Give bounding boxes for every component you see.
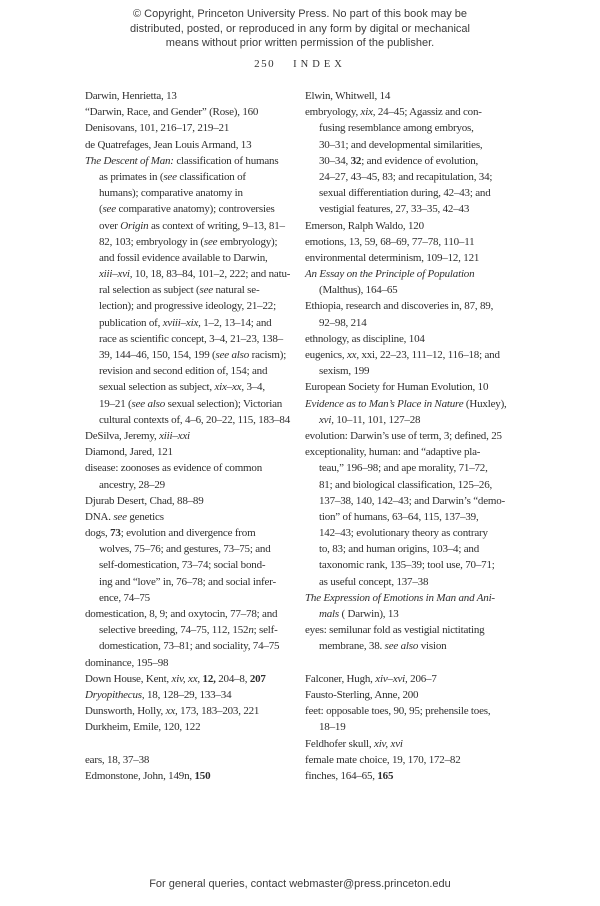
index-entry-line: wolves, 75–76; and gestures, 73–75; and <box>99 543 271 556</box>
copyright-line-2: distributed, posted, or reproduced in any form by digital or mechanical <box>130 22 470 35</box>
index-entry-line: xiii–xvi, 10, 18, 83–84, 101–2, 222; and natu- <box>99 268 291 281</box>
index-entry-line: 30–34, 32; and evidence of evolution, <box>319 154 479 167</box>
index-entry-line: mals ( Darwin), 13 <box>319 608 399 620</box>
copyright-notice <box>0 7 600 51</box>
copyright-line-1: © Copyright, Princeton University Press. No part of this book may be <box>133 8 467 20</box>
index-entry-line: (Malthus), 164–65 <box>319 284 398 297</box>
index-entry-line: Dunsworth, Holly, xx, 173, 183–203, 221 <box>85 705 260 718</box>
index-entry-line: self-domestication, 73–74; social bond- <box>99 559 266 572</box>
index-entry-line: revision and second edition of, 154; and <box>99 365 268 378</box>
index-entry-line: environmental determinism, 109–12, 121 <box>305 251 480 264</box>
index-entry-line: Darwin, Henrietta, 13 <box>85 90 177 102</box>
index-entry-line <box>305 655 517 671</box>
index-entry-line: 39, 144–46, 150, 154, 199 (see also racism); <box>99 349 287 361</box>
index-entry-line: cultural contexts of, 4–6, 20–22, 115, 183–84 <box>99 413 291 426</box>
index-entry-line: as useful concept, 137–38 <box>319 575 429 588</box>
index-entry-line: “Darwin, Race, and Gender” (Rose), 160 <box>85 106 259 119</box>
index-entry-line: feet: opposable toes, 90, 95; prehensile toes, <box>305 705 491 718</box>
index-entry-line: 18–19 <box>319 721 346 734</box>
index-entry-line: 92–98, 214 <box>319 316 367 329</box>
index-entry-line: ancestry, 28–29 <box>99 478 165 491</box>
index-entry-line: tion” of humans, 63–64, 115, 137–39, <box>319 510 479 523</box>
index-entry-line: 82, 103; embryology in (see embryology); <box>99 235 278 248</box>
index-entry-line: taxonomic rank, 135–39; tool use, 70–71; <box>319 559 495 572</box>
index-entry-line: Ethiopia, research and discoveries in, 87, 89, <box>305 300 494 313</box>
index-entry-line: 30–31; and developmental similarities, <box>319 138 483 151</box>
index-entry-line: The Descent of Man: classification of humans <box>85 154 279 167</box>
index-entry-line: dogs, 73; evolution and divergence from <box>85 527 256 540</box>
index-entry-line: and fossil evidence available to Darwin, <box>99 251 268 264</box>
index-entry-line: Dryopithecus, 18, 128–29, 133–34 <box>85 688 232 701</box>
index-entry-line: Emerson, Ralph Waldo, 120 <box>305 219 424 232</box>
index-entry-line: race as scientific concept, 3–4, 21–23, 138– <box>99 332 283 345</box>
index-entry-line: Fausto-Sterling, Anne, 200 <box>305 688 419 701</box>
index-entry-line: lection); and progressive ideology, 21–22; <box>99 300 276 313</box>
footer-queries-note: For general queries, contact webmaster@press.princeton.edu <box>149 878 451 890</box>
index-entry-line: to, 83; and human origins, 103–4; and <box>319 543 480 556</box>
index-entry-line: ears, 18, 37–38 <box>85 753 150 766</box>
index-entry-line: Durkheim, Emile, 120, 122 <box>85 721 201 734</box>
index-entry-line: Djurab Desert, Chad, 88–89 <box>85 494 204 507</box>
index-entry-line: sexism, 199 <box>319 365 370 378</box>
index-entry-line: ral selection as subject (see natural se- <box>99 284 260 297</box>
index-entry-line: ethnology, as discipline, 104 <box>305 332 425 345</box>
index-entry-line <box>85 736 297 752</box>
index-entry-line: Edmonstone, John, 149n, 150 <box>85 769 211 782</box>
index-entry-line: Down House, Kent, xiv, xx, 12, 204–8, 207 <box>85 672 266 685</box>
index-entry-line: xvi, 10–11, 101, 127–28 <box>319 413 421 426</box>
index-entry-line: sexual selection as subject, xix–xx, 3–4, <box>99 381 265 394</box>
index-entry-line: European Society for Human Evolution, 10 <box>305 381 489 394</box>
index-entry-line: eugenics, xx, xxi, 22–23, 111–12, 116–18; and <box>305 349 500 361</box>
index-entry-line: publication of, xviii–xix, 1–2, 13–14; and <box>99 316 272 329</box>
index-column-right <box>305 88 517 784</box>
index-entry-line: as primates in (see classification of <box>99 170 246 183</box>
copyright-line-3: means without prior written permission of the publisher. <box>165 37 435 49</box>
index-entry-line: female mate choice, 19, 170, 172–82 <box>305 753 461 766</box>
index-entry-line: Elwin, Whitwell, 14 <box>305 90 391 102</box>
index-entry-line: eyes: semilunar fold as vestigial nictitating <box>305 624 485 637</box>
page-header <box>0 58 600 70</box>
index-entry-line: Feldhofer skull, xiv, xvi <box>305 737 403 750</box>
page-number: 250 <box>254 58 276 70</box>
index-entry-line: emotions, 13, 59, 68–69, 77–78, 110–11 <box>305 235 475 248</box>
index-entry-line: DNA. see genetics <box>85 510 164 523</box>
index-entry-line: Falconer, Hugh, xiv–xvi, 206–7 <box>305 672 437 685</box>
index-entry-line: sexual differentiation during, 42–43; and <box>319 187 491 200</box>
index-heading: INDEX <box>293 59 346 70</box>
index-entry-line: humans); comparative anatomy in <box>99 187 243 200</box>
index-entry-line: Evidence as to Man’s Place in Nature (Huxley), <box>305 397 507 410</box>
index-entry-line: vestigial features, 27, 33–35, 42–43 <box>319 203 470 216</box>
index-column-left <box>85 88 297 784</box>
index-entry-line: domestication, 73–81; and sociality, 74–75 <box>99 640 280 653</box>
index-entry-line: evolution: Darwin’s use of term, 3; defined, 25 <box>305 429 502 442</box>
index-entry-line: embryology, xix, 24–45; Agassiz and con- <box>305 106 482 119</box>
index-entry-line: membrane, 38. see also vision <box>319 640 447 653</box>
index-entry-line: fusing resemblance among embryos, <box>319 122 474 135</box>
index-entry-line: Denisovans, 101, 216–17, 219–21 <box>85 122 230 135</box>
index-entry-line: domestication, 8, 9; and oxytocin, 77–78; and <box>85 608 278 620</box>
index-entry-line: finches, 164–65, 165 <box>305 769 394 782</box>
index-entry-line: selective breeding, 74–75, 112, 152n; self- <box>99 624 278 637</box>
index-entry-line: 24–27, 43–45, 83; and recapitulation, 34; <box>319 170 493 183</box>
index-entry-line: (see comparative anatomy); controversies <box>99 203 275 216</box>
index-entry-line: de Quatrefages, Jean Louis Armand, 13 <box>85 138 252 151</box>
index-entry-line: Diamond, Jared, 121 <box>85 446 173 459</box>
index-entry-line: 142–43; evolutionary theory as contrary <box>319 527 488 540</box>
index-entry-line: disease: zoonoses as evidence of common <box>85 462 263 475</box>
index-entry-line: DeSilva, Jeremy, xiii–xxi <box>85 429 190 442</box>
index-body <box>85 88 517 784</box>
index-entry-line: 81; and biological classification, 125–26, <box>319 478 493 491</box>
index-entry-line: over Origin as context of writing, 9–13, 81– <box>99 219 285 232</box>
index-entry-line: An Essay on the Principle of Population <box>305 268 475 281</box>
index-entry-line: 137–38, 140, 142–43; and Darwin’s “demo- <box>319 494 505 507</box>
index-entry-line: dominance, 195–98 <box>85 656 169 669</box>
index-entry-line: 19–21 (see also sexual selection); Victorian <box>99 397 283 410</box>
index-entry-line: exceptionality, human: and “adaptive pla- <box>305 446 481 459</box>
index-entry-line: ing and “love” in, 76–78; and social infer- <box>99 575 276 588</box>
index-entry-line: teau,” 196–98; and ape morality, 71–72, <box>319 462 488 475</box>
index-entry-line: ence, 74–75 <box>99 591 150 604</box>
index-entry-line: The Expression of Emotions in Man and Ani- <box>305 591 495 604</box>
